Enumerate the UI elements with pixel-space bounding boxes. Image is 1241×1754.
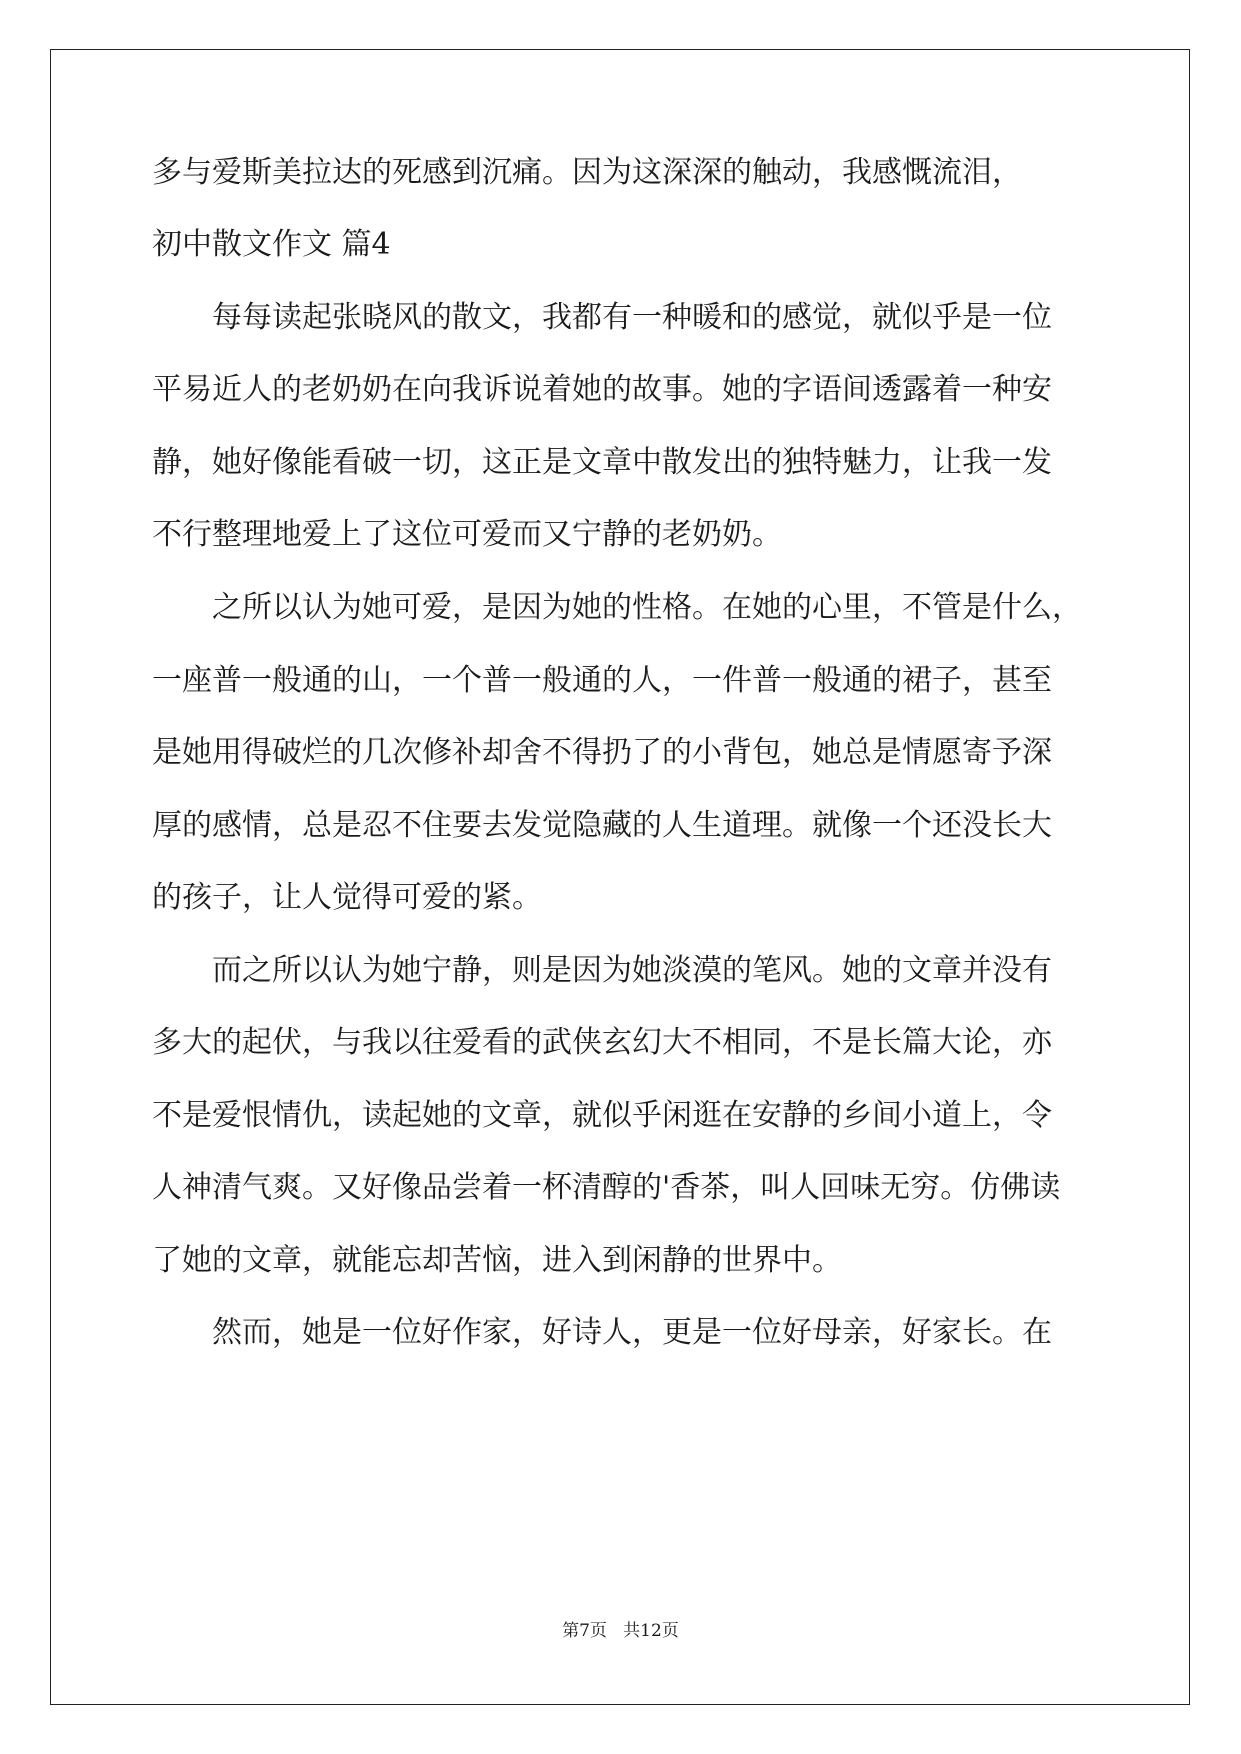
paragraph-line: 之所以认为她可爱，是因为她的性格。在她的心里，不管是什么， [212,590,1082,625]
section-heading: 初中散文作文 篇4 [152,227,391,262]
body-line: 多大的起伏，与我以往爱看的武侠玄幻大不相同，不是长篇大论，亦 [152,1025,1052,1060]
body-line: 多与爱斯美拉达的死感到沉痛。因为这深深的触动，我感慨流泪， [152,155,1022,190]
body-line: 厚的感情，总是忍不住要去发觉隐藏的人生道理。就像一个还没长大 [152,808,1052,843]
paragraph-line: 每每读起张晓风的散文，我都有一种暖和的感觉，就似乎是一位 [212,300,1052,335]
page-number-footer: 第7页 共12页 [562,1621,679,1641]
body-line: 静，她好像能看破一切，这正是文章中散发出的独特魅力，让我一发 [152,445,1052,480]
body-line: 了她的文章，就能忘却苦恼，进入到闲静的世界中。 [152,1243,842,1278]
paragraph-line: 然而，她是一位好作家，好诗人，更是一位好母亲，好家长。在 [212,1315,1052,1350]
body-line: 平易近人的老奶奶在向我诉说着她的故事。她的字语间透露着一种安 [152,372,1052,407]
body-line: 是她用得破烂的几次修补却舍不得扔了的小背包，她总是情愿寄予深 [152,735,1052,770]
body-line: 的孩子，让人觉得可爱的紧。 [152,880,542,915]
body-line: 不是爱恨情仇，读起她的文章，就似乎闲逛在安静的乡间小道上，令 [152,1098,1052,1133]
body-line: 人神清气爽。又好像品尝着一杯清醇的'香茶，叫人回味无穷。仿佛读 [152,1170,1061,1205]
body-line: 一座普一般通的山，一个普一般通的人，一件普一般通的裙子，甚至 [152,663,1052,698]
body-line: 不行整理地爱上了这位可爱而又宁静的老奶奶。 [152,517,782,552]
paragraph-line: 而之所以认为她宁静，则是因为她淡漠的笔风。她的文章并没有 [212,953,1052,988]
